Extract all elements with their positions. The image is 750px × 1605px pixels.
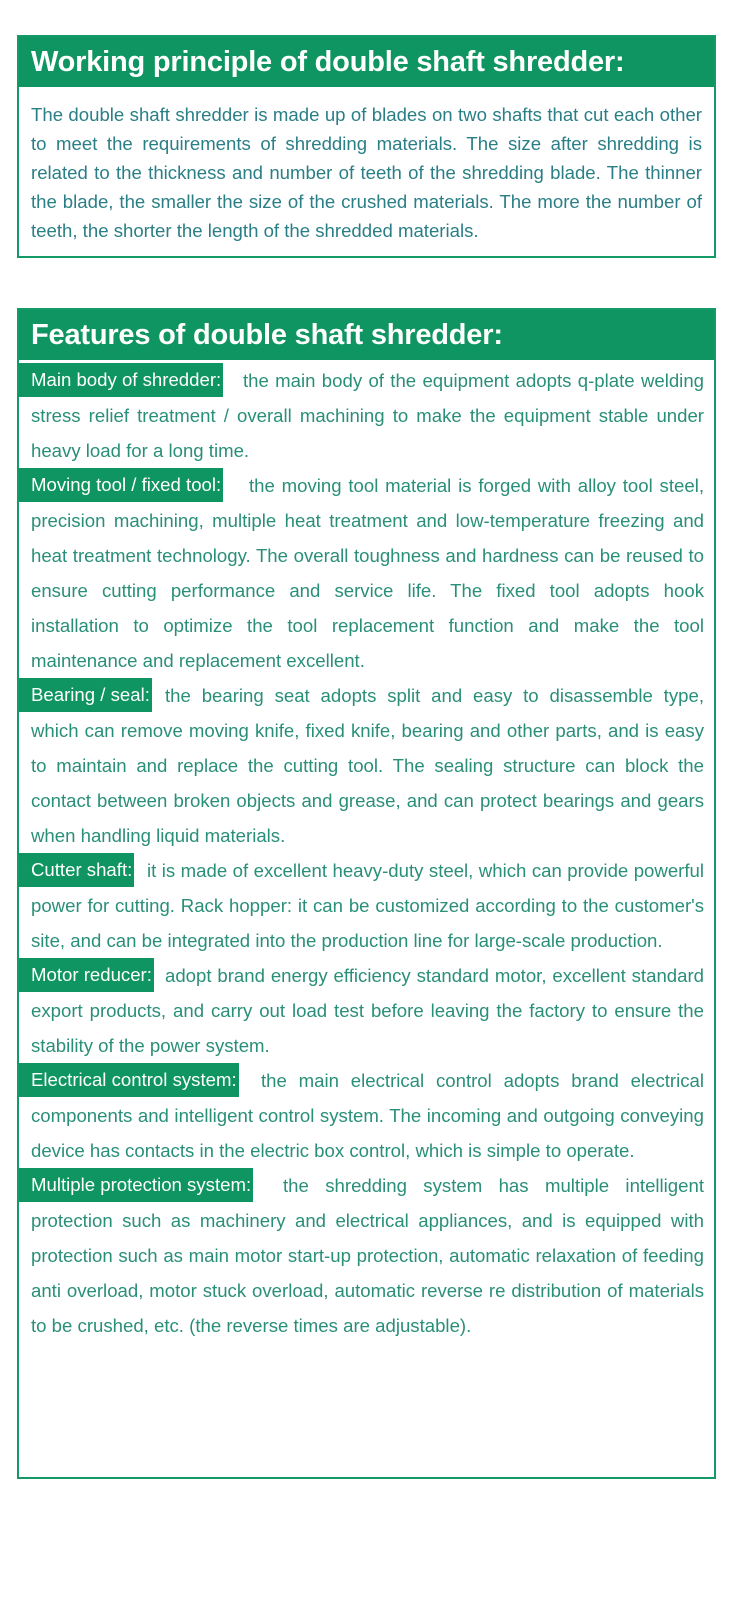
feature-description: adopt brand energy efficiency standard motor, excellent standard export products, and carry out load test before leaving the factory to ensure the stability of the power system. bbox=[31, 965, 704, 1056]
feature-description: the shredding system has multiple intelligent protection such as machinery and electrical appliances, and is equipped with protection such as main motor start-up protection, automatic relaxation of feeding anti overload, motor stuck overload, automatic reverse re distribution of materials to be crushed, etc. (the reverse times are adjustable). bbox=[31, 1175, 704, 1336]
feature-label: Bearing / seal: bbox=[19, 678, 152, 712]
feature-label: Motor reducer: bbox=[19, 958, 154, 992]
feature-description: the moving tool material is forged with alloy tool steel, precision machining, multiple heat treatment and low-temperature freezing and heat treatment technology. The overall toughness and hardness can be reused to ensure cutting performance and service life. The fixed tool adopts hook installation to optimize the tool replacement function and make the tool maintenance and replacement excellent. bbox=[31, 475, 704, 671]
working-principle-panel bbox=[17, 35, 716, 258]
features-title: Features of double shaft shredder: bbox=[19, 310, 714, 360]
working-principle-title: Working principle of double shaft shredder: bbox=[19, 37, 714, 87]
feature-main-body bbox=[19, 363, 714, 468]
feature-motor-reducer bbox=[19, 958, 714, 1063]
feature-label: Moving tool / fixed tool: bbox=[19, 468, 223, 502]
feature-description: it is made of excellent heavy-duty steel, which can provide powerful power for cutting. Rack hopper: it can be customized according to the customer's site, and can be integrated into the production line for large-scale production. bbox=[31, 860, 704, 951]
feature-label: Cutter shaft: bbox=[19, 853, 134, 887]
feature-label: Main body of shredder: bbox=[19, 363, 223, 397]
feature-description: the main electrical control adopts brand electrical components and intelligent control system. The incoming and outgoing conveying device has contacts in the electric box control, which is simple to operate. bbox=[31, 1070, 704, 1161]
feature-cutter-shaft bbox=[19, 853, 714, 958]
feature-moving-fixed-tool bbox=[19, 468, 714, 678]
features-list bbox=[19, 360, 714, 1343]
feature-label: Electrical control system: bbox=[19, 1063, 239, 1097]
feature-electrical-control bbox=[19, 1063, 714, 1168]
feature-multiple-protection bbox=[19, 1168, 714, 1343]
working-principle-text: The double shaft shredder is made up of blades on two shafts that cut each other to meet the requirements of shredding materials. The size after shredding is related to the thickness and number of teeth of the shredding blade. The thinner the blade, the smaller the size of the crushed materials. The more the number of teeth, the shorter the length of the shredded materials. bbox=[31, 104, 702, 241]
feature-description: the main body of the equipment adopts q-plate welding stress relief treatment / overall machining to make the equipment stable under heavy load for a long time. bbox=[31, 370, 704, 461]
features-panel bbox=[17, 308, 716, 1479]
feature-description: the bearing seat adopts split and easy to disassemble type, which can remove moving knife, fixed knife, bearing and other parts, and is easy to maintain and replace the cutting tool. The sealing structure can block the contact between broken objects and grease, and can protect bearings and gears when handling liquid materials. bbox=[31, 685, 704, 846]
feature-label: Multiple protection system: bbox=[19, 1168, 253, 1202]
feature-bearing-seal bbox=[19, 678, 714, 853]
